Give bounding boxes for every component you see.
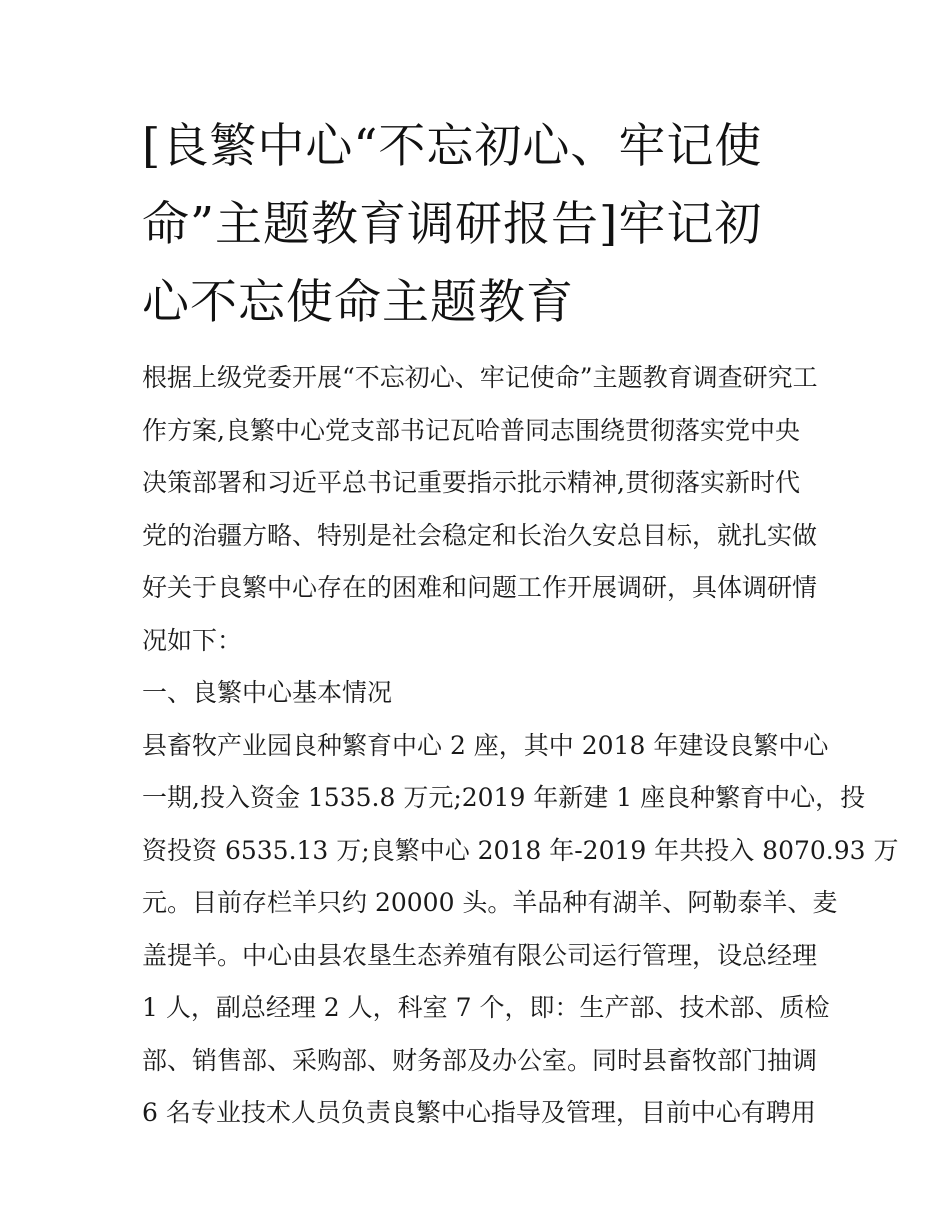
text-line: 元。目前存栏羊只约 20000 头。羊品种有湖羊、阿勒泰羊、麦 [142, 888, 838, 917]
text-line: 6 名专业技术人员负责良繁中心指导及管理，目前中心有聘用 [142, 1098, 816, 1127]
text-line: 资投资 6535.13 万;良繁中心 2018 年-2019 年共投入 8070.93 万 [142, 835, 899, 865]
text-line: 部、销售部、采购部、财务部及办公室。同时县畜牧部门抽调 [142, 1045, 818, 1075]
text-line: 党的治疆方略、特别是社会稳定和长治久安总目标，就扎实做 [142, 520, 818, 550]
section-heading-text: 一、良繁中心基本情况 [142, 678, 393, 707]
text-line: 作方案,良繁中心党支部书记瓦哈普同志围绕贯彻落实党中央 [142, 415, 800, 445]
text-line: 1 人，副总经理 2 人，科室 7 个，即：生产部、技术部、质检 [142, 993, 830, 1022]
document-title [142, 108, 814, 342]
document-body [142, 352, 899, 1140]
text-line: 盖提羊。中心由县农垦生态养殖有限公司运行管理，设总经理 [142, 940, 818, 970]
title-line: 心不忘使命主题教育 [142, 275, 574, 330]
text-line: 一期,投入资金 1535.8 万元;2019 年新建 1 座良种繁育中心，投 [142, 783, 866, 812]
section-heading [142, 667, 814, 720]
title-line: 命”主题教育调研报告]牢记初 [142, 197, 763, 252]
text-line: 况如下： [142, 625, 243, 655]
text-line: 县畜牧产业园良种繁育中心 2 座，其中 2018 年建设良繁中心 [142, 730, 829, 760]
basic-info-paragraph [142, 720, 899, 1140]
text-line: 好关于良繁中心存在的困难和问题工作开展调研，具体调研情 [142, 573, 818, 602]
intro-paragraph [142, 352, 818, 667]
text-line: 决策部署和习近平总书记重要指示批示精神,贯彻落实新时代 [142, 468, 800, 497]
title-line: [良繁中心“不忘初心、牢记使 [142, 119, 763, 174]
document-content [142, 108, 899, 1140]
text-line: 根据上级党委开展“不忘初心、牢记使命”主题教育调查研究工 [142, 363, 818, 392]
